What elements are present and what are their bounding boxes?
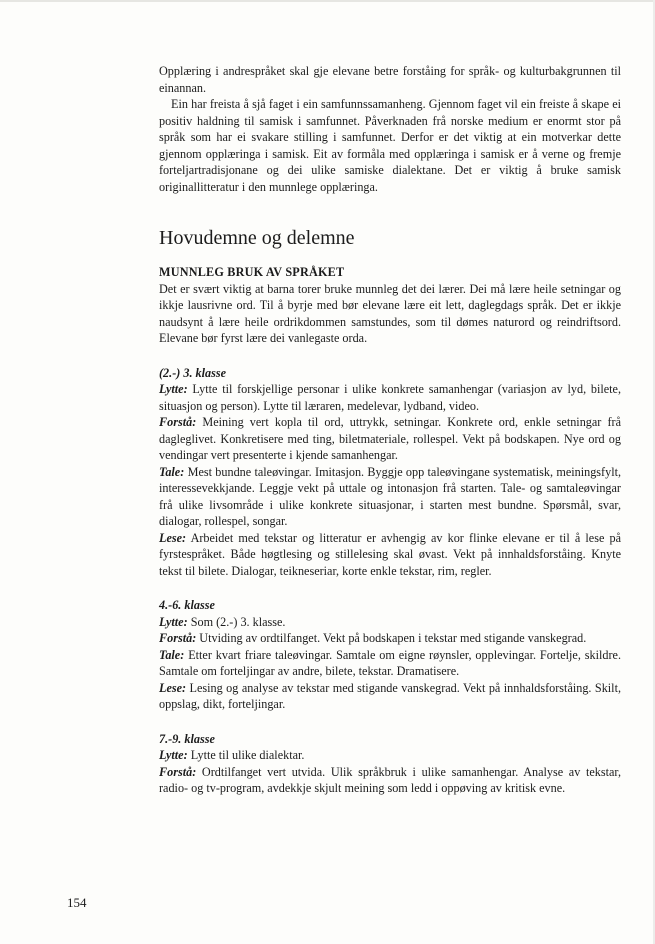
- grade-item: [159, 630, 621, 647]
- item-label: Lese:: [159, 530, 187, 545]
- item-label: Lytte:: [159, 382, 188, 396]
- grade-block-1: [159, 365, 621, 580]
- grade-item: [159, 647, 621, 680]
- grade-item: [159, 381, 621, 414]
- item-label: Forstå:: [159, 415, 197, 429]
- grade-block-3: [159, 731, 621, 797]
- item-text: Lytte til ulike dialektar.: [190, 748, 305, 762]
- item-text: Utviding av ordtilfanget. Vekt på bodskapen i tekstar med stigande vanskegrad.: [199, 631, 587, 645]
- page-number: 154: [67, 895, 87, 910]
- item-text: Meining vert kopla til ord, uttrykk, setningar. Konkrete ord, enkle setningar frå dagleglivet. Konkretisere med ting, biletmateriale, rollespel. Vekt på bodskapen. Nye ord og vendingar vert presenterte i kjende samanhengar.: [159, 415, 621, 462]
- grade-item: [159, 764, 621, 797]
- item-label: Tale:: [159, 464, 185, 479]
- item-label: Lese:: [159, 680, 187, 695]
- grade-title: 7.-9. klasse: [159, 731, 215, 746]
- grade-item: [159, 464, 621, 530]
- item-label: Tale:: [159, 647, 185, 662]
- section-heading: Hovudemne og delemne: [159, 227, 355, 249]
- section-intro: Det er svært viktig at barna torer bruke munnleg det dei lærer. Dei må lære heile setningar og ikkje lausrivne ord. Til å byrje med bør elevane lære eit lett, daglegdags språk. Det er ikkje naudsynt å lære heile ordrikdommen samstundes, som til dømes naturord og reindriftsord. Elevane bør fyrst lære dei vanlegaste orda.: [159, 281, 621, 345]
- item-label: Forstå:: [159, 764, 197, 779]
- grade-item: [159, 614, 621, 631]
- item-text: Ordtilfanget vert utvida. Ulik språkbruk i ulike samanhengar. Analyse av tekstar, radio- og tv-program, avdekkje skjult meining som ledd i oppøving av kritisk evne.: [159, 764, 622, 795]
- grade-title: (2.-) 3. klasse: [159, 365, 227, 380]
- item-text: Som (2.-) 3. klasse.: [190, 614, 286, 629]
- grade-title: 4.-6. klasse: [159, 598, 215, 612]
- item-text: Etter kvart friare taleøvingar. Samtale om eigne røynsler, opplevingar. Fortelje, skildre. Samtale om forteljingar av andre, bilete, tekstar. Dramatisere.: [159, 647, 621, 678]
- grade-item: [159, 747, 621, 764]
- item-text: Lesing og analyse av tekstar med stigande vanskegrad. Vekt på innhaldsforståing. Skilt, oppslag, dikt, forteljingar.: [159, 680, 622, 711]
- item-text: Mest bundne taleøvingar. Imitasjon. Byggje opp taleøvingane systematisk, meiningsfylt, interessevekkjande. Leggje vekt på uttale og intonasjon frå starten. Tale- og samtaleøvingar frå ulike livsområde i ulike konkrete situasjonar, i starten mest bundne. Spørsmål, svar, dialogar, rollespel, songar.: [159, 464, 622, 528]
- item-text: Arbeidet med tekstar og litteratur er avhengig av kor flinke elevane er til å lese på fyrstespråket. Både høgtlesing og stillelesing skal øvast. Vekt på innhaldsforståing. Knyte tekst til bilete. Dialogar, teikneseriar, korte enkle tekstar, rim, regler.: [159, 530, 622, 578]
- grade-item: [159, 680, 621, 713]
- item-text: Lytte til forskjellige personar i ulike konkrete samanhengar (variasjon av lyd, bilete, situasjon og person). Lytte til læraren, medelevar, lydband, video.: [159, 382, 621, 413]
- intro-paragraph-1: Opplæring i andrespråket skal gje elevane betre forståing for språk- og kulturbakgrunnen til einannan.: [159, 64, 621, 95]
- grade-item: [159, 414, 621, 464]
- item-label: Lytte:: [159, 614, 188, 629]
- page-content: [159, 63, 621, 797]
- intro-paragraph-2: Ein har freista å sjå faget i ein samfunnssamanheng. Gjennom faget vil ein freiste å skape ei positiv haldning til samisk i samfunnet. Påverknaden frå norske medium er enormt stor på språk som har ei svakare stilling i samfunnet. Derfor er det viktig at ein motverkar dette gjennom opplæringa i samisk. Eit av formåla med opplæringa i samisk er å verne og fremje forteljartradisjonane og dei ulike samiske dialektane. Det er viktig å bruke samisk originallitteratur i den munnlege opplæringa.: [159, 97, 621, 194]
- grade-item: [159, 530, 621, 580]
- item-label: Forstå:: [159, 631, 197, 645]
- scan-edge-top: [0, 0, 655, 2]
- grade-block-2: [159, 597, 621, 713]
- section-subheading: MUNNLEG BRUK AV SPRÅKET: [159, 265, 345, 279]
- item-label: Lytte:: [159, 748, 188, 762]
